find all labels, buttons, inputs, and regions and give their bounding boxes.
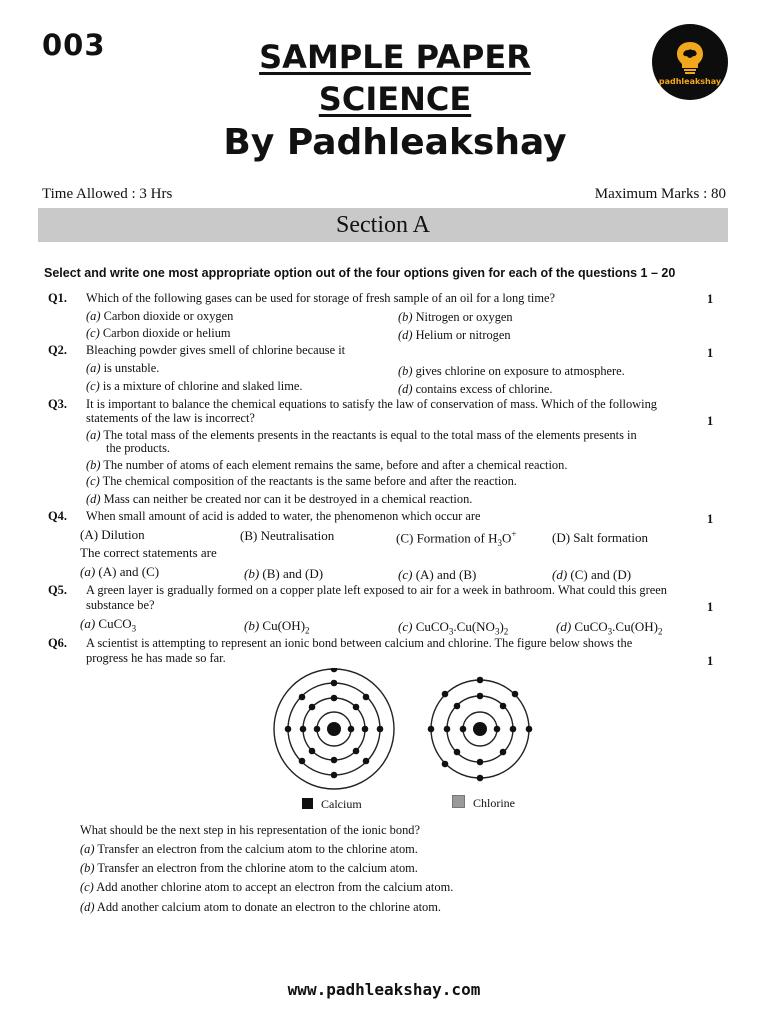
calcium-atom-diagram: [274, 668, 394, 789]
option-c: (c) (A) and (B): [398, 567, 477, 582]
question-text: Bleaching powder gives smell of chlorine because it: [86, 343, 346, 357]
option-a: (a) The total mass of the elements presents in the reactants is equal to the total mass of the elements presents in: [86, 428, 637, 442]
option-c: (c) $CuCO_3.Cu(NO_3)_2$: [398, 619, 509, 637]
question-number: Q5.: [48, 583, 67, 597]
statement-c: (C) Formation of $H_3O^+$: [396, 529, 517, 548]
question-number: Q1.: [48, 291, 67, 305]
option-a: (a) is unstable.: [86, 361, 160, 375]
chlorine-swatch: [452, 795, 465, 808]
option-c: (c) Add another chlorine atom to accept an electron from the calcium atom.: [80, 880, 454, 894]
question-number: Q2.: [48, 343, 67, 357]
option-a: (a) Carbon dioxide or oxygen: [86, 309, 234, 323]
question-marks: 1: [707, 654, 714, 668]
option-c: (c) The chemical composition of the reactants is the same before and after the reaction.: [86, 474, 517, 488]
question-marks: 1: [707, 346, 714, 360]
title-sample-paper: SAMPLE PAPER: [259, 38, 531, 76]
option-c: (c) Carbon dioxide or helium: [86, 326, 231, 340]
correct-statements-prompt: The correct statements are: [80, 545, 217, 560]
option-d: (d) contains excess of chlorine.: [398, 382, 553, 396]
option-d: (d) Mass can neither be created nor can it be destroyed in a chemical reaction.: [86, 492, 473, 506]
option-d: (d) Helium or nitrogen: [398, 328, 511, 342]
statement-d: (D) Salt formation: [552, 530, 649, 545]
question-number: Q3.: [48, 397, 67, 411]
statement-b: (B) Neutralisation: [240, 528, 335, 543]
legend-calcium: Calcium: [302, 797, 362, 812]
maximum-marks: Maximum Marks : 80: [594, 186, 726, 202]
option-b: (b) The number of atoms of each element remains the same, before and after a chemical reaction.: [86, 458, 568, 472]
question-marks: 1: [707, 292, 714, 306]
question-number: Q4.: [48, 509, 67, 523]
question-text-line-1: A green layer is gradually formed on a copper plate left exposed to air for a week in bathroom. What could this green: [86, 583, 667, 597]
question-marks: 1: [707, 600, 714, 614]
legend-chlorine: Chlorine: [452, 795, 515, 811]
question-text: Which of the following gases can be used for storage of fresh sample of an oil for a long time?: [86, 291, 555, 305]
option-a: (a) (A) and (C): [80, 564, 160, 579]
option-b: (b) $Cu(OH)_2$: [244, 618, 310, 636]
chlorine-atom-diagram: [428, 677, 533, 782]
question-marks: 1: [707, 414, 714, 428]
option-a: (a) Transfer an electron from the calcium atom to the chlorine atom.: [80, 842, 418, 856]
statement-a: (A) Dilution: [80, 527, 145, 542]
time-allowed: Time Allowed : 3 Hrs: [42, 186, 173, 202]
paper-serial-number: 003: [42, 28, 106, 62]
section-a-header: Section A: [38, 208, 728, 242]
option-b: (b) Nitrogen or oxygen: [398, 310, 513, 324]
question-text-line-1: A scientist is attempting to represent an ionic bond between calcium and chlorine. The figure below shows the: [86, 636, 633, 650]
next-step-prompt: What should be the next step in his representation of the ionic bond?: [80, 823, 420, 837]
website-footer: www.padhleakshay.com: [287, 980, 481, 999]
calcium-swatch: [302, 798, 313, 809]
question-text-line-1: It is important to balance the chemical equations to satisfy the law of conservation of mass. Which of the following: [86, 397, 657, 411]
option-b: (b) Transfer an electron from the chlorine atom to the calcium atom.: [80, 861, 418, 875]
question-marks: 1: [707, 512, 714, 526]
question-text: When small amount of acid is added to water, the phenomenon which occur are: [86, 509, 481, 523]
option-d: (d) (C) and (D): [552, 567, 632, 582]
question-text-line-2: progress he has made so far.: [86, 651, 226, 665]
option-d: (d) Add another calcium atom to donate an electron to the chlorine atom.: [80, 900, 441, 914]
option-b: (b) gives chlorine on exposure to atmosphere.: [398, 364, 625, 378]
question-number: Q6.: [48, 636, 67, 650]
option-a-continued: the products.: [106, 441, 171, 455]
ionic-bond-diagram: [270, 668, 540, 790]
option-b: (b) (B) and (D): [244, 566, 324, 581]
option-a: (a) CuCO$_3$: [80, 616, 137, 634]
title-science: SCIENCE: [318, 80, 472, 118]
logo-text: padhleakshay: [658, 76, 722, 86]
section-instruction: Select and write one most appropriate option out of the four options given for each of the questions 1 – 20: [44, 266, 676, 280]
question-text-line-2: statements of the law is incorrect?: [86, 411, 255, 425]
option-c: (c) is a mixture of chlorine and slaked lime.: [86, 379, 303, 393]
title-by-padhleakshay: By Padhleakshay: [223, 122, 567, 163]
question-text-line-2: substance be?: [86, 598, 155, 612]
option-d: (d) $CuCO_3.Cu(OH)_2$: [556, 619, 663, 637]
